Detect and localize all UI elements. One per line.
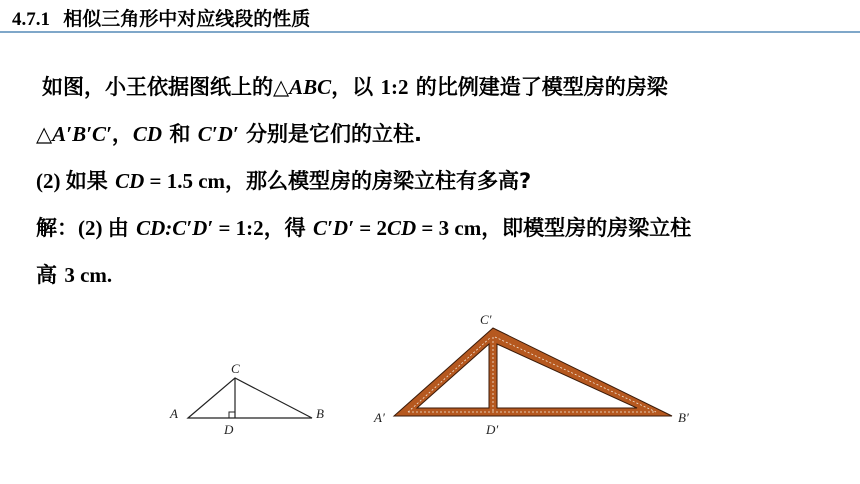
label-b-prime: B′ [678, 410, 689, 425]
triangle-figure [160, 306, 720, 446]
math-cd: CD [386, 216, 417, 240]
math-ratio-expr: CD:C′D′ [136, 216, 214, 240]
header [0, 0, 860, 34]
text-segment: △ [36, 122, 53, 146]
math-abc-prime: A′B′C′ [52, 122, 112, 146]
math-cd-prime: C′D′ [197, 122, 239, 146]
text-segment: 如图，小王依据图纸上的△ [42, 75, 290, 99]
math-cd: CD [115, 169, 145, 193]
triangle-abc [188, 378, 312, 418]
text-segment: 高 [36, 263, 65, 287]
problem-line-1 [36, 64, 836, 111]
text-segment: 的比例建造了模型房的房梁 [408, 75, 668, 99]
text-segment: 分别是它们的立柱. [238, 122, 423, 146]
problem-content [36, 64, 836, 299]
right-angle-mark [229, 412, 235, 418]
solution-prefix: 解： [36, 216, 78, 240]
section-number: 4.7.1 [12, 9, 50, 30]
beam-triangle [373, 312, 689, 437]
beam-frame [394, 328, 672, 416]
figure-svg [160, 306, 720, 446]
math-cd-prime: C′D′ [313, 216, 354, 240]
small-triangle [169, 361, 324, 437]
text-segment: 由 [107, 216, 137, 240]
text-segment: ，得 [263, 216, 313, 240]
problem-line-2 [36, 111, 836, 158]
solution-line-1 [36, 205, 836, 252]
label-b: B [316, 406, 324, 421]
solution-line-2 [36, 252, 836, 299]
label-d-prime: D′ [486, 422, 499, 437]
label-a: A [170, 406, 178, 421]
question-line [36, 158, 836, 205]
text-segment: ，即模型房的房梁立柱 [481, 216, 692, 240]
text-segment: ， [111, 122, 133, 146]
math-ratio: 1:2 [380, 75, 409, 99]
text-segment: 和 [162, 122, 198, 146]
text-segment: ，以 [331, 75, 381, 99]
math-value: = 3 cm [416, 216, 482, 240]
text-segment: 如果 [65, 169, 116, 193]
label-a-prime: A′ [374, 410, 385, 425]
math-cd: CD [132, 122, 163, 146]
label-d: D [224, 422, 234, 437]
math-height: 3 cm. [64, 263, 113, 287]
math-value: = 1.5 cm [144, 169, 226, 193]
math-abc: ABC [289, 75, 332, 99]
math-ratio-value: = 1:2 [213, 216, 264, 240]
header-divider [0, 31, 860, 33]
label-c-prime: C′ [480, 312, 492, 327]
question-number: (2) [36, 169, 66, 193]
solution-part: (2) [78, 216, 108, 240]
label-c: C [231, 361, 240, 376]
section-title-text: 相似三角形中对应线段的性质 [63, 8, 311, 30]
section-title [12, 4, 310, 31]
math-equals: = 2 [354, 216, 387, 240]
text-segment: ，那么模型房的房梁立柱有多高? [225, 169, 532, 193]
